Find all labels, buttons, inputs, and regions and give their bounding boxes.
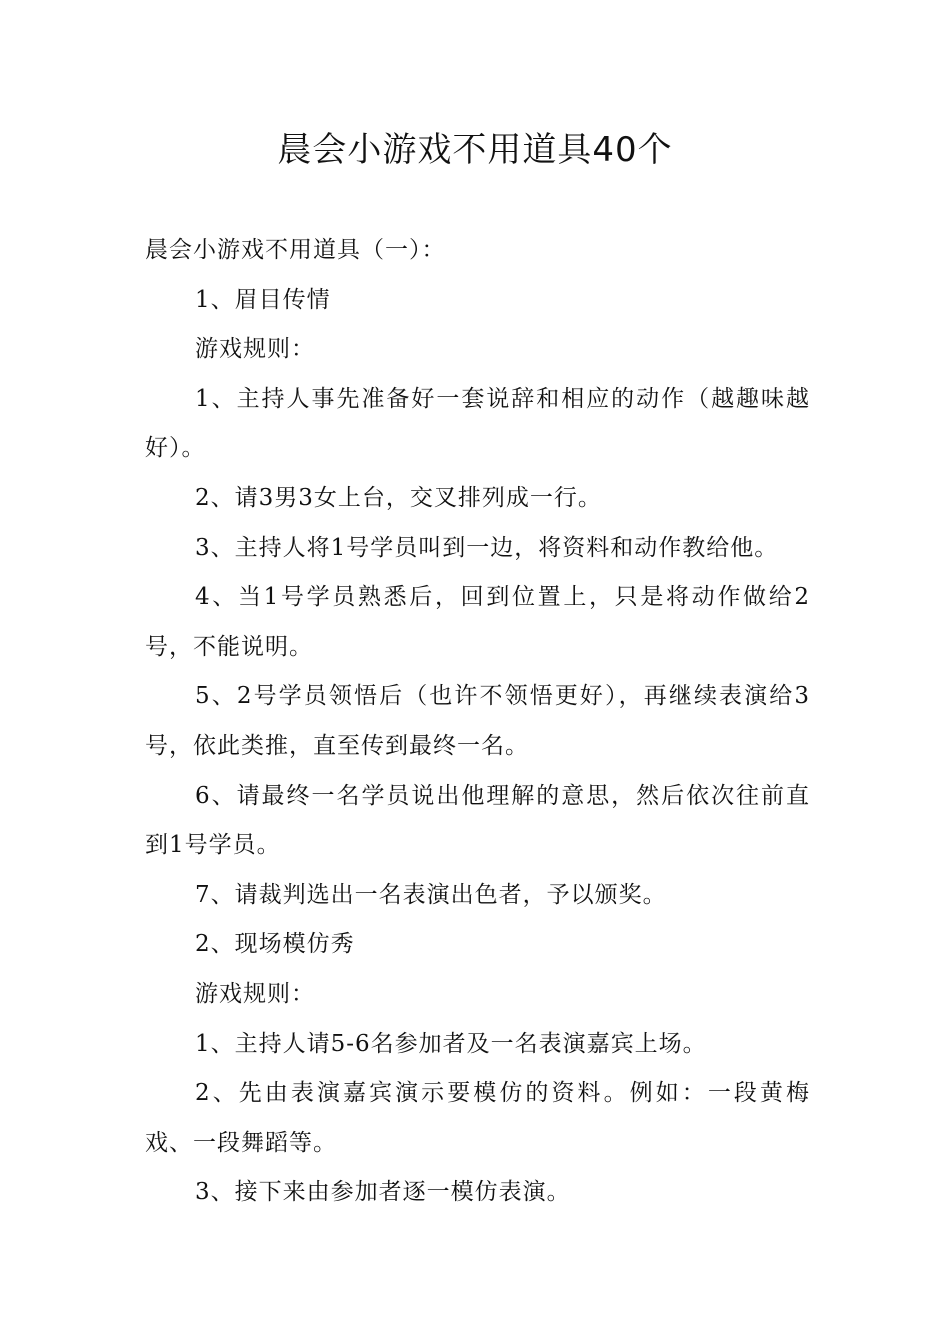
rule-item: 2、请3男3女上台，交叉排列成一行。 [195,484,602,511]
rule-item: 1、主持人事先准备好一套说辞和相应的动作（越趣味越好）。 [145,385,810,462]
rule-item: 3、接下来由参加者逐一模仿表演。 [195,1179,571,1206]
rule-item: 3、主持人将1号学员叫到一边，将资料和动作教给他。 [195,534,779,561]
rule-item: 4、当1号学员熟悉后，回到位置上，只是将动作做给2号，不能说明。 [145,584,810,660]
document-body [145,226,810,1218]
rule-item: 1、主持人请5-6名参加者及一名表演嘉宾上场。 [195,1030,707,1057]
game-title: 1、眉目传情 [195,286,331,313]
section-heading: 晨会小游戏不用道具（一）： [145,237,446,263]
rule-item: 7、请裁判选出一名表演出色者，予以颁奖。 [195,881,667,908]
rules-heading: 游戏规则： [195,336,315,363]
rules-heading: 游戏规则： [195,980,315,1007]
document-title: 晨会小游戏不用道具40个 [277,130,673,170]
rule-item: 2、先由表演嘉宾演示要模仿的资料。例如：一段黄梅戏、一段舞蹈等。 [145,1080,810,1156]
rule-item: 6、请最终一名学员说出他理解的意思，然后依次往前直到1号学员。 [145,782,810,859]
game-title: 2、现场模仿秀 [195,931,355,958]
rule-item: 5、2号学员领悟后（也许不领悟更好），再继续表演给3号，依此类推，直至传到最终一名。 [145,683,810,759]
